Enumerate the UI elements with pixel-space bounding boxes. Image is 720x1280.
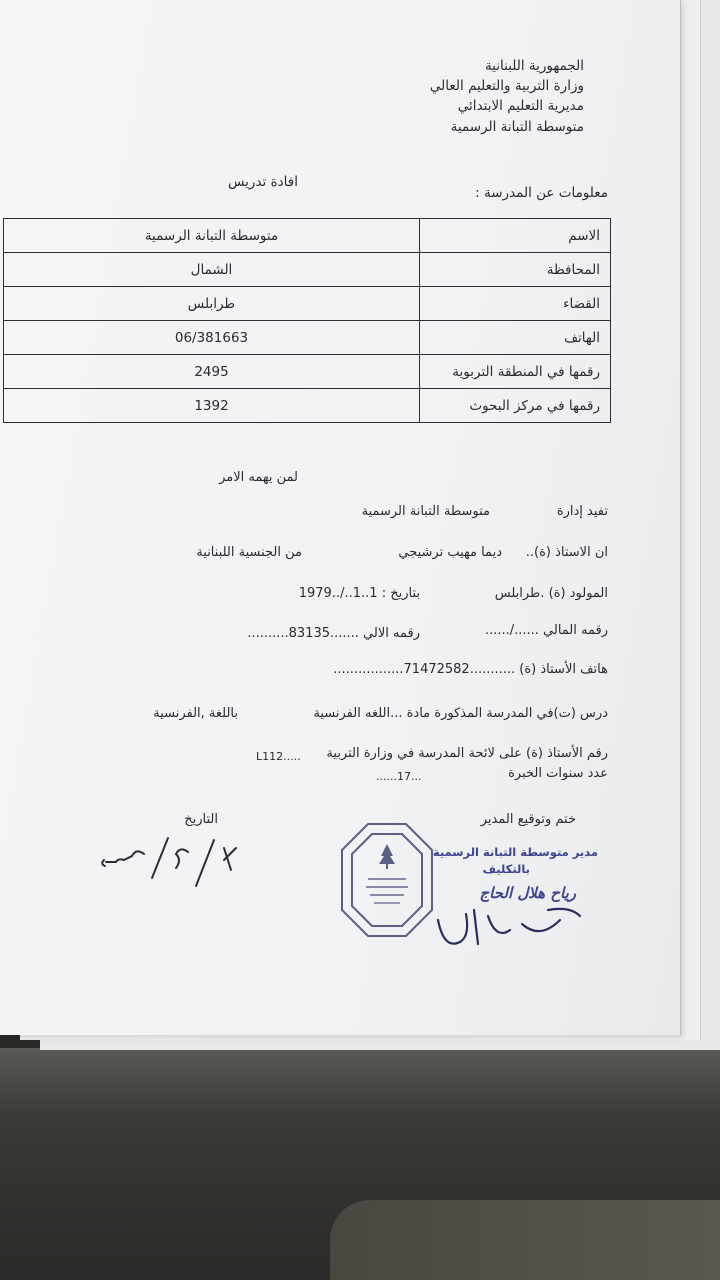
table-row (4, 287, 611, 321)
stamp-signature-label: ختم وتوقيع المدير (480, 812, 576, 827)
handwritten-date (96, 830, 246, 890)
teacher-name: ديما مهيب ترشيجي (398, 545, 502, 560)
document-title: افادة تدريس (227, 174, 298, 190)
table-row (4, 321, 611, 355)
teacher-phone: هاتف الأستاذ (ة) ...........71472582................. (333, 662, 608, 677)
to-whom-it-may-concern: لمن يهمه الامر (219, 470, 298, 485)
list-number-value: L112..... (256, 750, 301, 763)
table-row (4, 253, 611, 287)
table-label: الهاتف (420, 321, 611, 355)
table-value: 2495 (4, 355, 420, 389)
subject-taught: درس (ت)في المدرسة المذكورة مادة ...اللغه الفرنسية (313, 706, 608, 721)
table-label: الاسم (420, 219, 611, 253)
table-label: المحافظة (420, 253, 611, 287)
director-signature (430, 880, 590, 960)
table-row (4, 219, 611, 253)
header-ministry: وزارة التربية والتعليم العالي (429, 78, 584, 94)
financial-number: رقمه المالي ....../...... (484, 623, 608, 638)
born-date: بتاريخ : 1..1../..1979 (298, 586, 420, 601)
computer-number: رقمه الالي .......83135.......... (247, 626, 420, 641)
header-directorate: مديرية التعليم الابتدائي (457, 98, 584, 114)
official-stamp (338, 820, 436, 940)
header-republic: الجمهورية اللبنانية (484, 58, 584, 74)
table-row (4, 389, 611, 423)
born-place: المولود (ة) .طرابلس (494, 586, 608, 601)
table-label: القضاء (420, 287, 611, 321)
list-number-label: رقم الأستاذ (ة) على لائحة المدرسة في وزارة التربية (326, 746, 608, 761)
table-value: 1392 (4, 389, 420, 423)
by-assignment: بالتكليف (482, 862, 530, 876)
date-label: التاريخ (184, 812, 218, 827)
header-school: متوسطة التبانة الرسمية (450, 119, 584, 135)
table-value: الشمال (4, 253, 420, 287)
teaching-language: باللغة ,الفرنسية (153, 706, 238, 721)
table-label: رقمها في مركز البحوث (420, 389, 611, 423)
table-row (4, 355, 611, 389)
table-value: متوسطة التبانة الرسمية (4, 219, 420, 253)
experience-label: عدد سنوات الخبرة (508, 766, 608, 781)
nationality: من الجنسية اللبنانية (196, 545, 302, 560)
table-value: طرابلس (4, 287, 420, 321)
school-info-table (3, 218, 611, 423)
administration-value: متوسطة التبانة الرسمية (361, 504, 490, 519)
sleeve-shadow (330, 1200, 720, 1280)
table-label: رقمها في المنطقة التربوية (420, 355, 611, 389)
director-title: مدير متوسطة التبانة الرسمية (432, 845, 598, 859)
administration-label: تفيد إدارة (556, 504, 608, 519)
table-value: 06/381663 (4, 321, 420, 355)
director-name: رياح هلال الحاج (479, 884, 576, 902)
teacher-label: ان الاستاذ (ة).. (525, 545, 608, 560)
experience-value: ......17... (376, 770, 422, 783)
school-info-label: معلومات عن المدرسة : (475, 185, 608, 201)
